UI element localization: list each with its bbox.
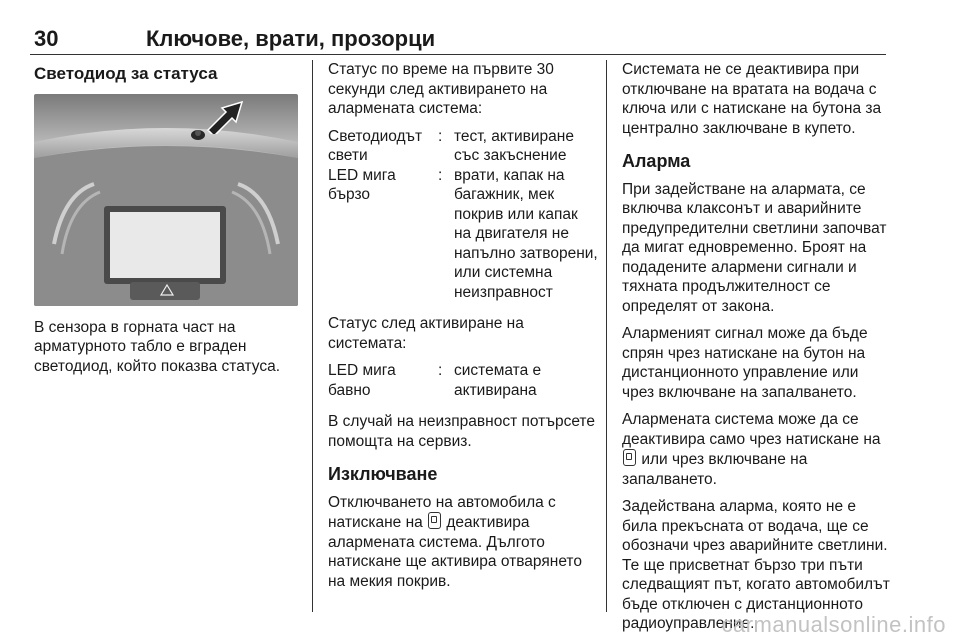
- status-intro-after: Статус след активиране на системата:: [328, 315, 524, 352]
- led-sensor-icon: [190, 126, 206, 140]
- chapter-title: Ключове, врати, прозорци: [146, 26, 436, 51]
- hazard-button-icon: [160, 284, 174, 296]
- status-value: системата е активирана: [454, 362, 542, 399]
- status-table-first-30s: [328, 127, 598, 303]
- status-key: LED мига бавно: [328, 362, 396, 399]
- status-separator: :: [438, 127, 443, 145]
- deactivation-note: Системата не се деактивира при отключване на вратата на водача с ключа или с натискане на бутона за централно заключване в купето.: [622, 61, 882, 137]
- section-heading-status-led: Светодиод за статуса: [34, 64, 218, 83]
- unlock-key-icon: [428, 512, 441, 529]
- status-intro-first-30s: Статус по време на първите 30 секунди след активирането на алармената система:: [328, 61, 554, 117]
- section-heading-off: Изключване: [328, 464, 438, 484]
- alarm-deactivate-part-a: Алармената система може да се деактивира само чрез натискане на: [622, 411, 881, 448]
- triggered-alarm-text: Задействана аларма, която не е била прекъсната от водача, ще се обозначи чрез аварийните светлини. Те ще присветнат бързо три пъти следващият път, когато автомобилът бъде отключен с дистанционното радиоуправление.: [622, 498, 890, 632]
- dashboard-figure: [34, 94, 298, 306]
- status-table-after: [328, 361, 598, 400]
- dashboard-illustration: [34, 94, 298, 306]
- column-3: [622, 60, 892, 642]
- column-divider: [312, 60, 313, 612]
- alarm-deactivate-part-b: или чрез включване на запалването.: [622, 451, 808, 488]
- section-heading-alarm: Аларма: [622, 151, 691, 171]
- status-value: тест, активиране със закъснение: [454, 127, 574, 164]
- status-key: LED мига бързо: [328, 166, 396, 203]
- status-row: [328, 166, 598, 303]
- watermark: carmanualsonline.info: [721, 612, 946, 637]
- status-row: [328, 127, 598, 166]
- status-separator: :: [438, 362, 443, 379]
- column-2: [328, 60, 598, 599]
- alarm-trigger-text: При задействане на алармата, се включва клаксонът и аварийните предупредителни светлини започват да мигат едновременно. Броят на подадените алармени сигнали и тяхната продължителност се определят от закона.: [622, 180, 887, 315]
- column-divider: [606, 60, 607, 612]
- page-header: [30, 26, 886, 55]
- fault-text: В случай на неизправност потърсете помощта на сервиз.: [328, 413, 595, 450]
- off-text: [328, 493, 598, 592]
- off-text-part-b: деактивира алармената система. Дългото натискане ще активира отварянето на мекия покрив.: [328, 514, 582, 590]
- off-text-part-a: Отключването на автомобила с натискане на: [328, 493, 556, 531]
- column-1: [34, 60, 298, 384]
- alarm-stop-text: Алармeният сигнал може да бъде спрян чрез натискане на бутон на дистанционното управление или чрез включване на запалването.: [622, 325, 868, 401]
- status-led-description: В сензора в горната част на арматурното табло е вграден светодиод, който показва статуса.: [34, 318, 281, 375]
- unlock-key-icon: [623, 449, 636, 466]
- status-key: Светодиодът свети: [328, 127, 423, 164]
- arrow-icon: [204, 98, 250, 134]
- status-row: [328, 361, 598, 400]
- page-number: 30: [34, 26, 59, 51]
- alarm-deactivate-text: [622, 410, 892, 489]
- status-value: врати, капак на багажник, мек покрив или капак на двигателя не напълно затворени, или системна неизправност: [454, 166, 598, 301]
- status-separator: :: [438, 166, 443, 184]
